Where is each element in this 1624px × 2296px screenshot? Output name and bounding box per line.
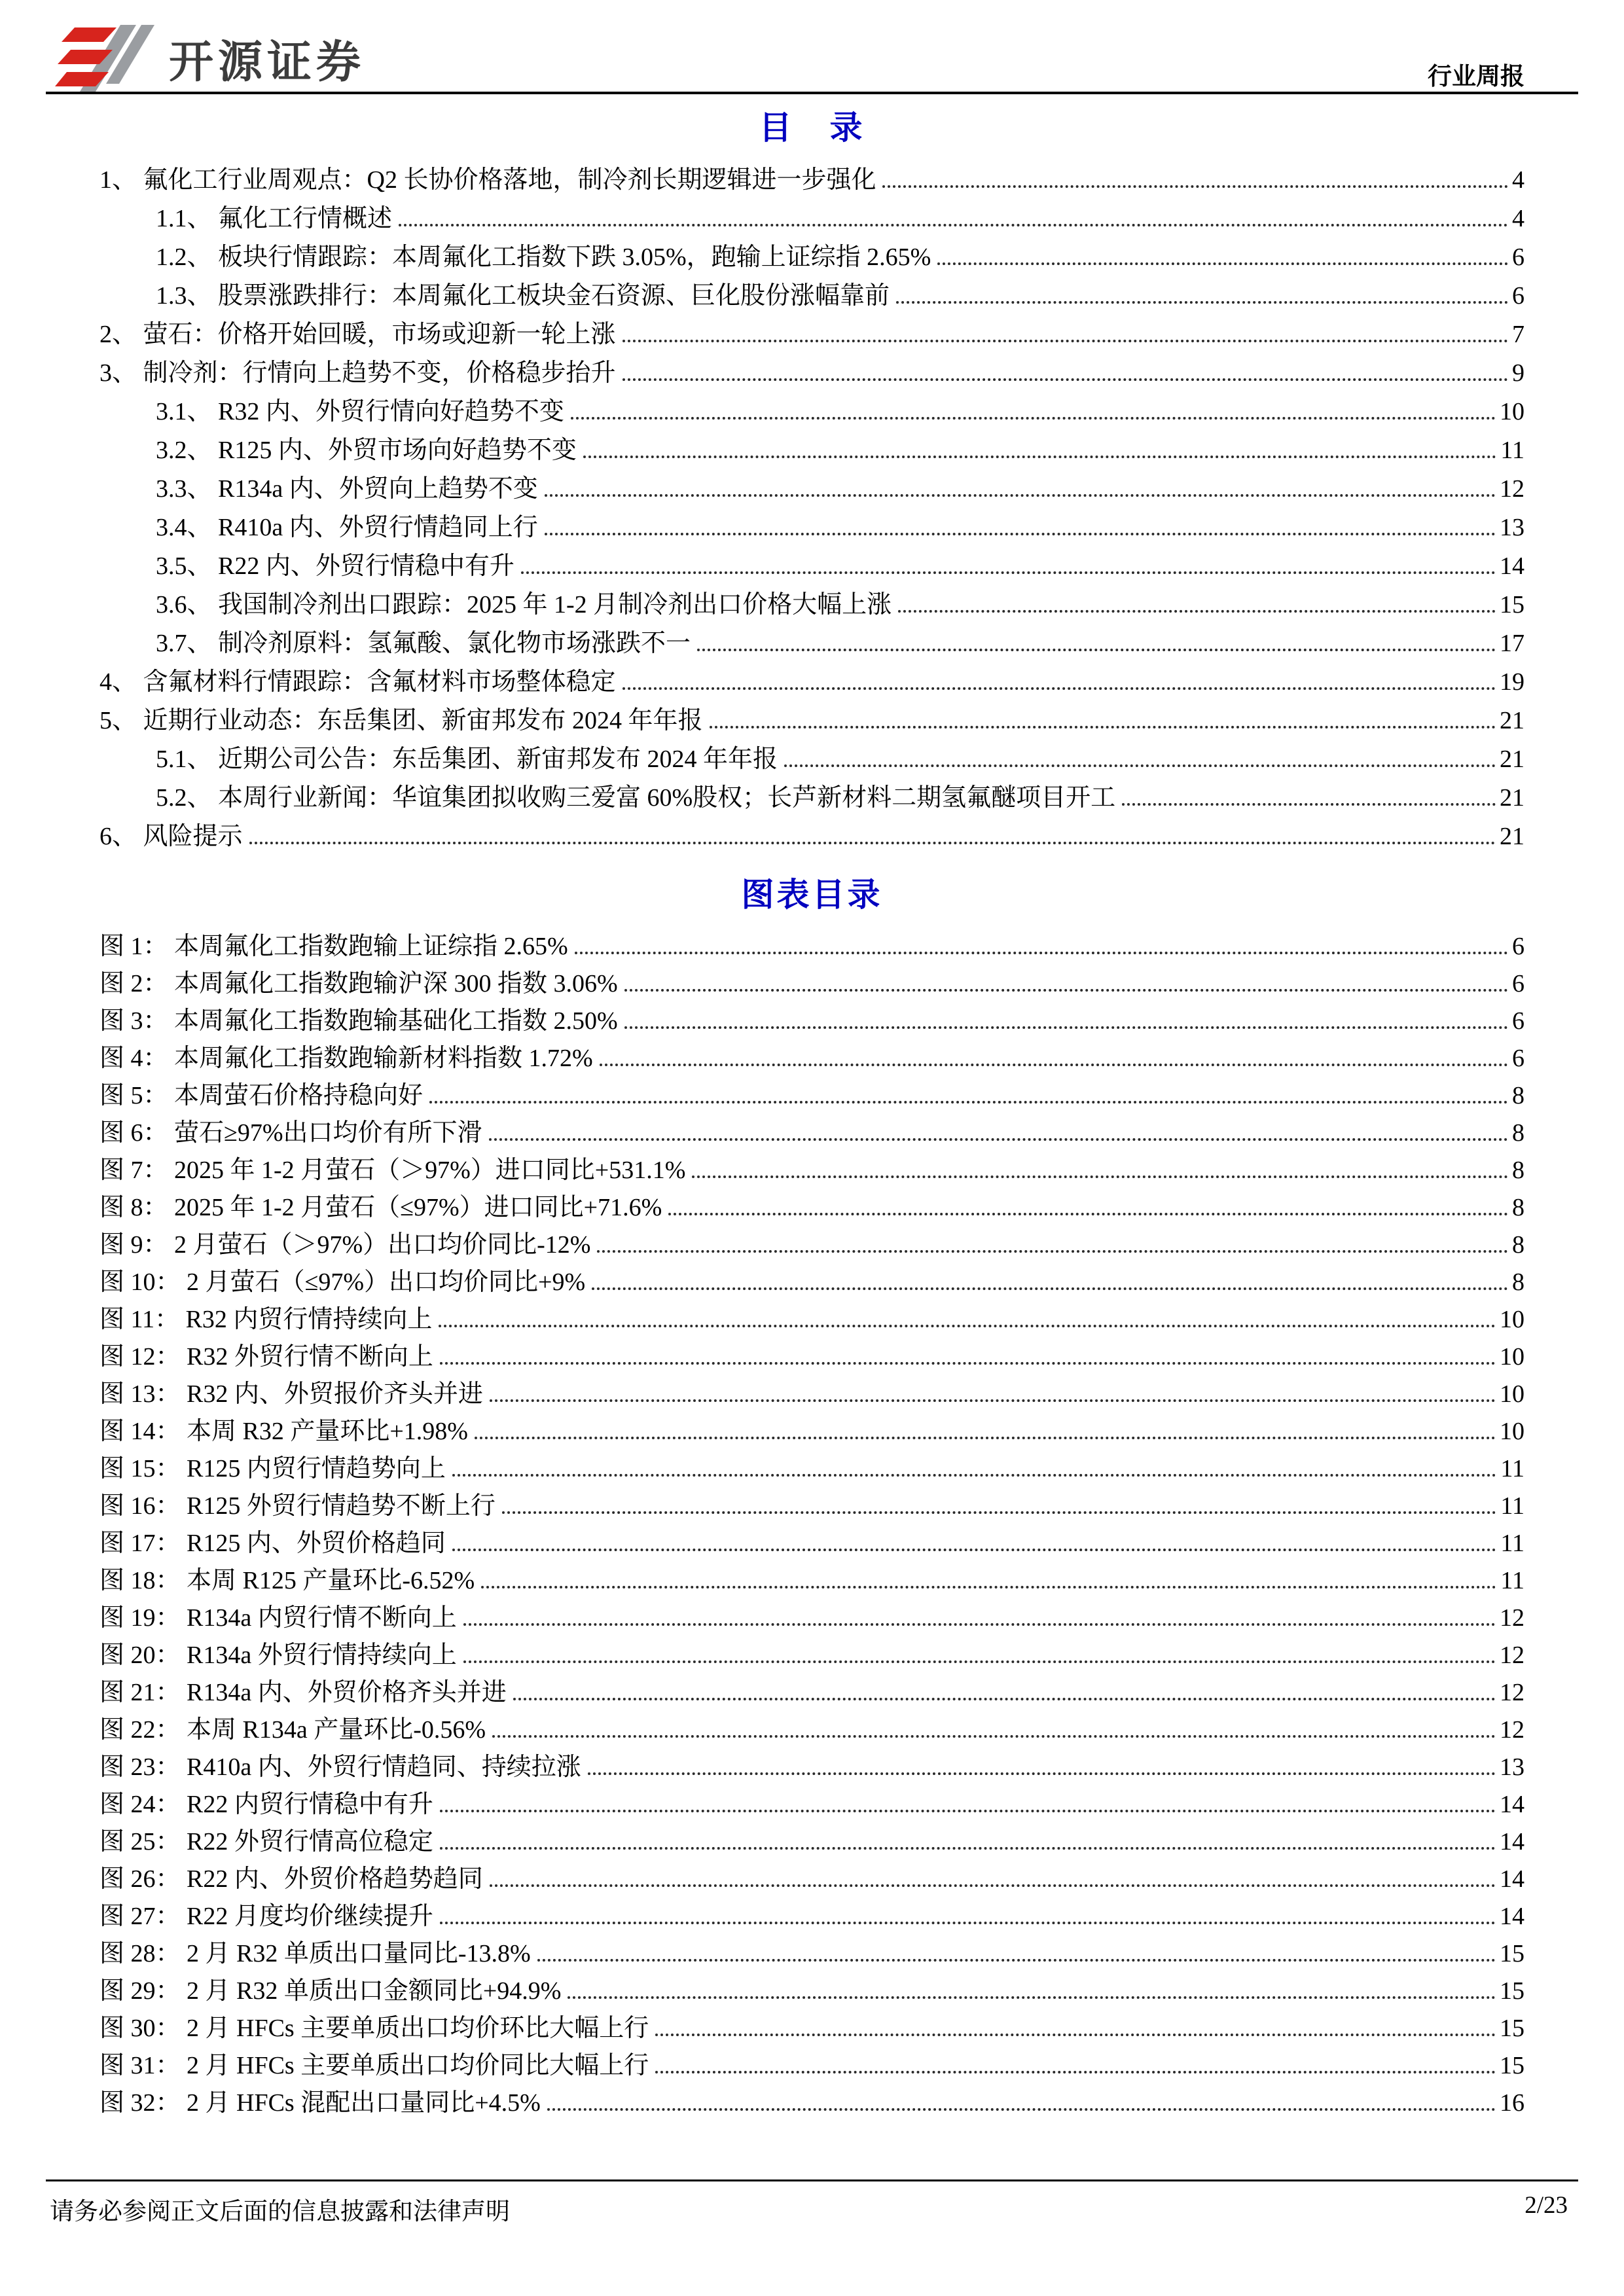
- leader-dots: [623, 340, 1508, 342]
- figure-entry-label: 图 24： R22 内贸行情稳中有升: [99, 1791, 433, 1818]
- toc-entry-label: 3.2、 R125 内、外贸市场向好趋势不变: [156, 437, 577, 464]
- toc-entry-label: 6、 风险提示: [99, 823, 243, 850]
- figure-entry-label: 图 27： R22 月度均价继续提升: [99, 1903, 433, 1930]
- leader-dots: [481, 1586, 1496, 1588]
- leader-dots: [249, 842, 1496, 844]
- toc-entry-page-number: 11: [1500, 437, 1525, 464]
- report-type-label: 行业周报: [1428, 63, 1525, 90]
- figure-entry-page-number: 8: [1512, 1268, 1525, 1296]
- figure-entry[interactable]: [99, 2085, 1525, 2122]
- figure-entry-page-number: 8: [1512, 1119, 1525, 1147]
- figure-entry-page-number: 8: [1512, 1194, 1525, 1221]
- leader-dots: [710, 726, 1496, 728]
- figure-entry-label: 图 3： 本周氟化工指数跑输基础化工指数 2.50%: [99, 1007, 618, 1035]
- figure-entry[interactable]: [99, 1488, 1525, 1525]
- toc-entry-label: 3.7、 制冷剂原料：氢氟酸、氯化物市场涨跌不一: [156, 630, 691, 657]
- leader-dots: [521, 571, 1496, 574]
- figure-entry-page-number: 10: [1500, 1343, 1525, 1371]
- leader-dots: [937, 262, 1508, 265]
- toc-entry-page-number: 6: [1512, 243, 1525, 271]
- leader-dots: [575, 952, 1508, 954]
- figure-entry-page-number: 14: [1500, 1791, 1525, 1818]
- toc-entry-page-number: 17: [1500, 630, 1525, 657]
- footer-page-number: 2/23: [1525, 2192, 1568, 2219]
- leader-dots: [545, 494, 1496, 497]
- toc-entry-page-number: 12: [1500, 475, 1525, 503]
- figure-entry-page-number: 15: [1500, 2015, 1525, 2042]
- leader-dots: [600, 1064, 1508, 1066]
- figure-entry-page-number: 15: [1500, 1977, 1525, 2005]
- toc-entry-page-number: 4: [1512, 205, 1525, 232]
- toc-entry-label: 5、 近期行业动态：东岳集团、新宙邦发布 2024 年年报: [99, 707, 703, 734]
- toc-entry[interactable]: [99, 702, 1525, 740]
- figure-entry-label: 图 1： 本周氟化工指数跑输上证综指 2.65%: [99, 933, 568, 960]
- toc-entry[interactable]: [99, 393, 1525, 431]
- toc-entry-page-number: 19: [1500, 668, 1525, 696]
- leader-dots: [697, 649, 1496, 651]
- toc-entry-page-number: 6: [1512, 282, 1525, 310]
- leader-dots: [882, 185, 1508, 188]
- figure-entry[interactable]: [99, 1376, 1525, 1413]
- figure-entry[interactable]: [99, 1637, 1525, 1674]
- figure-entry-page-number: 15: [1500, 2052, 1525, 2079]
- toc-entry-page-number: 9: [1512, 359, 1525, 387]
- toc-entry[interactable]: [99, 200, 1525, 238]
- figure-entry-page-number: 6: [1512, 933, 1525, 960]
- figure-entry[interactable]: [99, 1749, 1525, 1786]
- leader-dots: [655, 2034, 1496, 2036]
- figure-entry[interactable]: [99, 1077, 1525, 1115]
- toc-entry[interactable]: [99, 354, 1525, 393]
- figure-entry-label: 图 9： 2 月萤石（＞97%）出口均价同比-12%: [99, 1231, 591, 1259]
- figure-entry-label: 图 8： 2025 年 1-2 月萤石（≤97%）进口同比+71.6%: [99, 1194, 662, 1221]
- leader-dots: [545, 533, 1496, 535]
- figure-entry[interactable]: [99, 1861, 1525, 1898]
- figure-entry-label: 图 17： R125 内、外贸价格趋同: [99, 1530, 446, 1557]
- figure-entry-label: 图 20： R134a 外贸行情持续向上: [99, 1641, 457, 1669]
- figure-entry-page-number: 6: [1512, 1007, 1525, 1035]
- figure-entry-label: 图 11： R32 内贸行情持续向上: [99, 1306, 433, 1333]
- leader-dots: [429, 1101, 1508, 1103]
- leader-dots: [475, 1437, 1496, 1439]
- toc-entry[interactable]: [99, 509, 1525, 547]
- toc-entry-page-number: 21: [1500, 707, 1525, 734]
- leader-dots: [583, 456, 1497, 458]
- figure-entry-label: 图 30： 2 月 HFCs 主要单质出口均价环比大幅上行: [99, 2015, 649, 2042]
- figure-entry[interactable]: [99, 1338, 1525, 1376]
- toc-entry-label: 2、 萤石：价格开始回暖，市场或迎新一轮上涨: [99, 321, 616, 348]
- figure-entry-page-number: 13: [1500, 1753, 1525, 1781]
- figure-entry[interactable]: [99, 1935, 1525, 1973]
- figure-entry-page-number: 11: [1500, 1530, 1525, 1557]
- toc-entry-page-number: 14: [1500, 552, 1525, 580]
- figure-entry-page-number: 11: [1500, 1567, 1525, 1594]
- toc-entry-label: 3.1、 R32 内、外贸行情向好趋势不变: [156, 398, 564, 425]
- figure-entry-page-number: 14: [1500, 1903, 1525, 1930]
- header-divider: [46, 92, 1578, 94]
- toc-entry-page-number: 21: [1500, 784, 1525, 812]
- leader-dots: [623, 378, 1508, 381]
- figure-entry-page-number: 15: [1500, 1940, 1525, 1967]
- leader-dots: [592, 1287, 1508, 1290]
- figure-entry[interactable]: [99, 1152, 1525, 1189]
- figure-entry[interactable]: [99, 1712, 1525, 1749]
- toc-entry[interactable]: [99, 431, 1525, 470]
- figure-entry[interactable]: [99, 1264, 1525, 1301]
- leader-dots: [668, 1213, 1508, 1215]
- figure-entry-page-number: 12: [1500, 1716, 1525, 1744]
- toc-entry[interactable]: [99, 277, 1525, 315]
- leader-dots: [440, 1847, 1496, 1850]
- toc-entry-label: 3、 制冷剂：行情向上趋势不变，价格稳步抬升: [99, 359, 616, 387]
- leader-dots: [489, 1138, 1508, 1141]
- figure-entry[interactable]: [99, 1973, 1525, 2010]
- figure-entry-page-number: 11: [1500, 1455, 1525, 1482]
- figure-entry-label: 图 15： R125 内贸行情趋势向上: [99, 1455, 446, 1482]
- leader-dots: [1122, 803, 1496, 806]
- toc-entry-page-number: 4: [1512, 166, 1525, 194]
- figure-entry[interactable]: [99, 1786, 1525, 1823]
- leader-dots: [568, 1996, 1496, 1999]
- leader-dots: [399, 224, 1508, 226]
- leader-dots: [492, 1735, 1496, 1738]
- leader-dots: [463, 1660, 1496, 1663]
- toc-entry-label: 4、 含氟材料行情跟踪：含氟材料市场整体稳定: [99, 668, 616, 696]
- toc-content: [99, 99, 1525, 2122]
- figure-entry-page-number: 16: [1500, 2089, 1525, 2117]
- figure-entry-label: 图 2： 本周氟化工指数跑输沪深 300 指数 3.06%: [99, 970, 618, 997]
- leader-dots: [597, 1250, 1508, 1253]
- toc-entry[interactable]: [99, 470, 1525, 509]
- figure-entry-label: 图 18： 本周 R125 产量环比-6.52%: [99, 1567, 475, 1594]
- figure-entry[interactable]: [99, 1600, 1525, 1637]
- leader-dots: [624, 1026, 1508, 1029]
- leader-dots: [623, 687, 1496, 690]
- leader-dots: [547, 2108, 1496, 2111]
- toc-entry[interactable]: [99, 547, 1525, 586]
- leader-dots: [490, 1884, 1496, 1887]
- figure-entry-label: 图 4： 本周氟化工指数跑输新材料指数 1.72%: [99, 1045, 593, 1072]
- figure-entry[interactable]: [99, 1040, 1525, 1077]
- toc-entry-label: 3.3、 R134a 内、外贸向上趋势不变: [156, 475, 538, 503]
- figure-entry-label: 图 21： R134a 内、外贸价格齐头并进: [99, 1679, 507, 1706]
- figure-entry[interactable]: [99, 1189, 1525, 1227]
- toc-entry[interactable]: [99, 779, 1525, 817]
- leader-dots: [463, 1623, 1496, 1626]
- figure-entry[interactable]: [99, 2047, 1525, 2085]
- figure-entry-page-number: 6: [1512, 1045, 1525, 1072]
- leader-dots: [439, 1325, 1496, 1327]
- toc-entry[interactable]: [99, 238, 1525, 277]
- figure-entry-label: 图 5： 本周萤石价格持稳向好: [99, 1082, 424, 1109]
- figure-entry-page-number: 10: [1500, 1306, 1525, 1333]
- leader-dots: [452, 1474, 1497, 1477]
- leader-dots: [490, 1399, 1496, 1402]
- figure-entry-label: 图 10： 2 月萤石（≤97%）出口均价同比+9%: [99, 1268, 586, 1296]
- leader-dots: [513, 1698, 1496, 1700]
- leader-dots: [784, 764, 1496, 767]
- toc-entry[interactable]: [99, 663, 1525, 702]
- leader-dots: [440, 1362, 1496, 1365]
- figure-entry-page-number: 8: [1512, 1231, 1525, 1259]
- toc-entry-label: 5.2、 本周行业新闻：华谊集团拟收购三爱富 60%股权；长芦新材料二期氢氟醚项目开工: [156, 784, 1116, 812]
- leader-dots: [692, 1175, 1508, 1178]
- figure-entry[interactable]: [99, 1562, 1525, 1600]
- brand-name: 开源证券: [169, 37, 366, 87]
- figure-entry-page-number: 14: [1500, 1828, 1525, 1856]
- figures-title: 图表目录: [741, 876, 883, 913]
- figure-entry-label: 图 32： 2 月 HFCs 混配出口量同比+4.5%: [99, 2089, 541, 2117]
- figure-entry-label: 图 31： 2 月 HFCs 主要单质出口均价同比大幅上行: [99, 2052, 649, 2079]
- figure-entry[interactable]: [99, 1823, 1525, 1861]
- figure-entry[interactable]: [99, 1301, 1525, 1338]
- toc-entry-page-number: 7: [1512, 321, 1525, 348]
- figure-entry[interactable]: [99, 1227, 1525, 1264]
- figure-entry[interactable]: [99, 1898, 1525, 1935]
- figure-entry[interactable]: [99, 1413, 1525, 1450]
- figure-entry-label: 图 28： 2 月 R32 单质出口量同比-13.8%: [99, 1940, 531, 1967]
- figure-entry-page-number: 12: [1500, 1679, 1525, 1706]
- figure-entry[interactable]: [99, 2010, 1525, 2047]
- figure-entry-label: 图 23： R410a 内、外贸行情趋同、持续拉涨: [99, 1753, 581, 1781]
- leader-dots: [571, 417, 1496, 420]
- leader-dots: [655, 2071, 1496, 2073]
- toc-entry[interactable]: [99, 315, 1525, 354]
- figure-entry-label: 图 16： R125 外贸行情趋势不断上行: [99, 1492, 496, 1520]
- figure-entry-page-number: 10: [1500, 1418, 1525, 1445]
- figure-entry-label: 图 26： R22 内、外贸价格趋势趋同: [99, 1865, 483, 1893]
- toc-title: 目 录: [759, 109, 865, 146]
- toc-entry[interactable]: [99, 586, 1525, 624]
- toc-entry-page-number: 21: [1500, 823, 1525, 850]
- figure-entry-page-number: 8: [1512, 1082, 1525, 1109]
- toc-entry-label: 1.3、 股票涨跌排行：本周氟化工板块金石资源、巨化股份涨幅靠前: [156, 282, 890, 310]
- figure-entry-page-number: 14: [1500, 1865, 1525, 1893]
- figure-entry-label: 图 19： R134a 内贸行情不断向上: [99, 1604, 457, 1632]
- toc-entry[interactable]: [99, 740, 1525, 779]
- toc-entry-page-number: 15: [1500, 591, 1525, 619]
- figure-entry-label: 图 7： 2025 年 1-2 月萤石（＞97%）进口同比+531.1%: [99, 1157, 686, 1184]
- figure-entry-page-number: 8: [1512, 1157, 1525, 1184]
- figure-entry[interactable]: [99, 1115, 1525, 1152]
- figure-entry-page-number: 12: [1500, 1641, 1525, 1669]
- leader-dots: [898, 610, 1496, 613]
- toc-entry-label: 1.1、 氟化工行情概述: [156, 205, 393, 232]
- toc-list: [99, 161, 1525, 856]
- leader-dots: [588, 1772, 1496, 1775]
- toc-entry[interactable]: [99, 624, 1525, 663]
- toc-entry-label: 1、 氟化工行业周观点：Q2 长协价格落地，制冷剂长期逻辑进一步强化: [99, 166, 876, 194]
- toc-entry-label: 3.5、 R22 内、外贸行情稳中有升: [156, 552, 514, 580]
- figure-entry[interactable]: [99, 1003, 1525, 1040]
- figure-entry-label: 图 22： 本周 R134a 产量环比-0.56%: [99, 1716, 486, 1744]
- leader-dots: [624, 989, 1508, 992]
- figure-entry-label: 图 12： R32 外贸行情不断向上: [99, 1343, 433, 1371]
- figure-entry[interactable]: [99, 928, 1525, 965]
- footer-divider: [46, 2179, 1578, 2181]
- figure-entry-label: 图 14： 本周 R32 产量环比+1.98%: [99, 1418, 468, 1445]
- toc-entry[interactable]: [99, 161, 1525, 200]
- leader-dots: [440, 1922, 1496, 1924]
- figure-entry-page-number: 10: [1500, 1380, 1525, 1408]
- footer-disclaimer: 请务必参阅正文后面的信息披露和法律声明: [50, 2198, 510, 2225]
- toc-entry[interactable]: [99, 817, 1525, 856]
- figure-entry[interactable]: [99, 1674, 1525, 1712]
- leader-dots: [452, 1549, 1497, 1551]
- figure-entry-label: 图 25： R22 外贸行情高位稳定: [99, 1828, 433, 1856]
- toc-entry-page-number: 21: [1500, 745, 1525, 773]
- toc-entry-label: 3.6、 我国制冷剂出口跟踪：2025 年 1-2 月制冷剂出口价格大幅上涨: [156, 591, 892, 619]
- figure-entry-label: 图 13： R32 内、外贸报价齐头并进: [99, 1380, 483, 1408]
- figure-entry[interactable]: [99, 1525, 1525, 1562]
- figure-entry-label: 图 29： 2 月 R32 单质出口金额同比+94.9%: [99, 1977, 562, 2005]
- leader-dots: [537, 1959, 1496, 1962]
- figure-entry-page-number: 11: [1500, 1492, 1525, 1520]
- brand-logo-icon: [55, 24, 154, 93]
- toc-entry-label: 1.2、 板块行情跟踪：本周氟化工指数下跌 3.05%，跑输上证综指 2.65%: [156, 243, 931, 271]
- figure-entry-page-number: 6: [1512, 970, 1525, 997]
- toc-entry-page-number: 10: [1500, 398, 1525, 425]
- figures-list: [99, 928, 1525, 2122]
- leader-dots: [896, 301, 1508, 304]
- figure-entry-page-number: 12: [1500, 1604, 1525, 1632]
- toc-entry-label: 3.4、 R410a 内、外贸行情趋同上行: [156, 514, 538, 541]
- leader-dots: [440, 1810, 1496, 1812]
- toc-entry-page-number: 13: [1500, 514, 1525, 541]
- figure-entry[interactable]: [99, 965, 1525, 1003]
- figure-entry[interactable]: [99, 1450, 1525, 1488]
- toc-entry-label: 5.1、 近期公司公告：东岳集团、新宙邦发布 2024 年年报: [156, 745, 778, 773]
- leader-dots: [502, 1511, 1497, 1514]
- brand-logo: [55, 24, 365, 93]
- figure-entry-label: 图 6： 萤石≥97%出口均价有所下滑: [99, 1119, 482, 1147]
